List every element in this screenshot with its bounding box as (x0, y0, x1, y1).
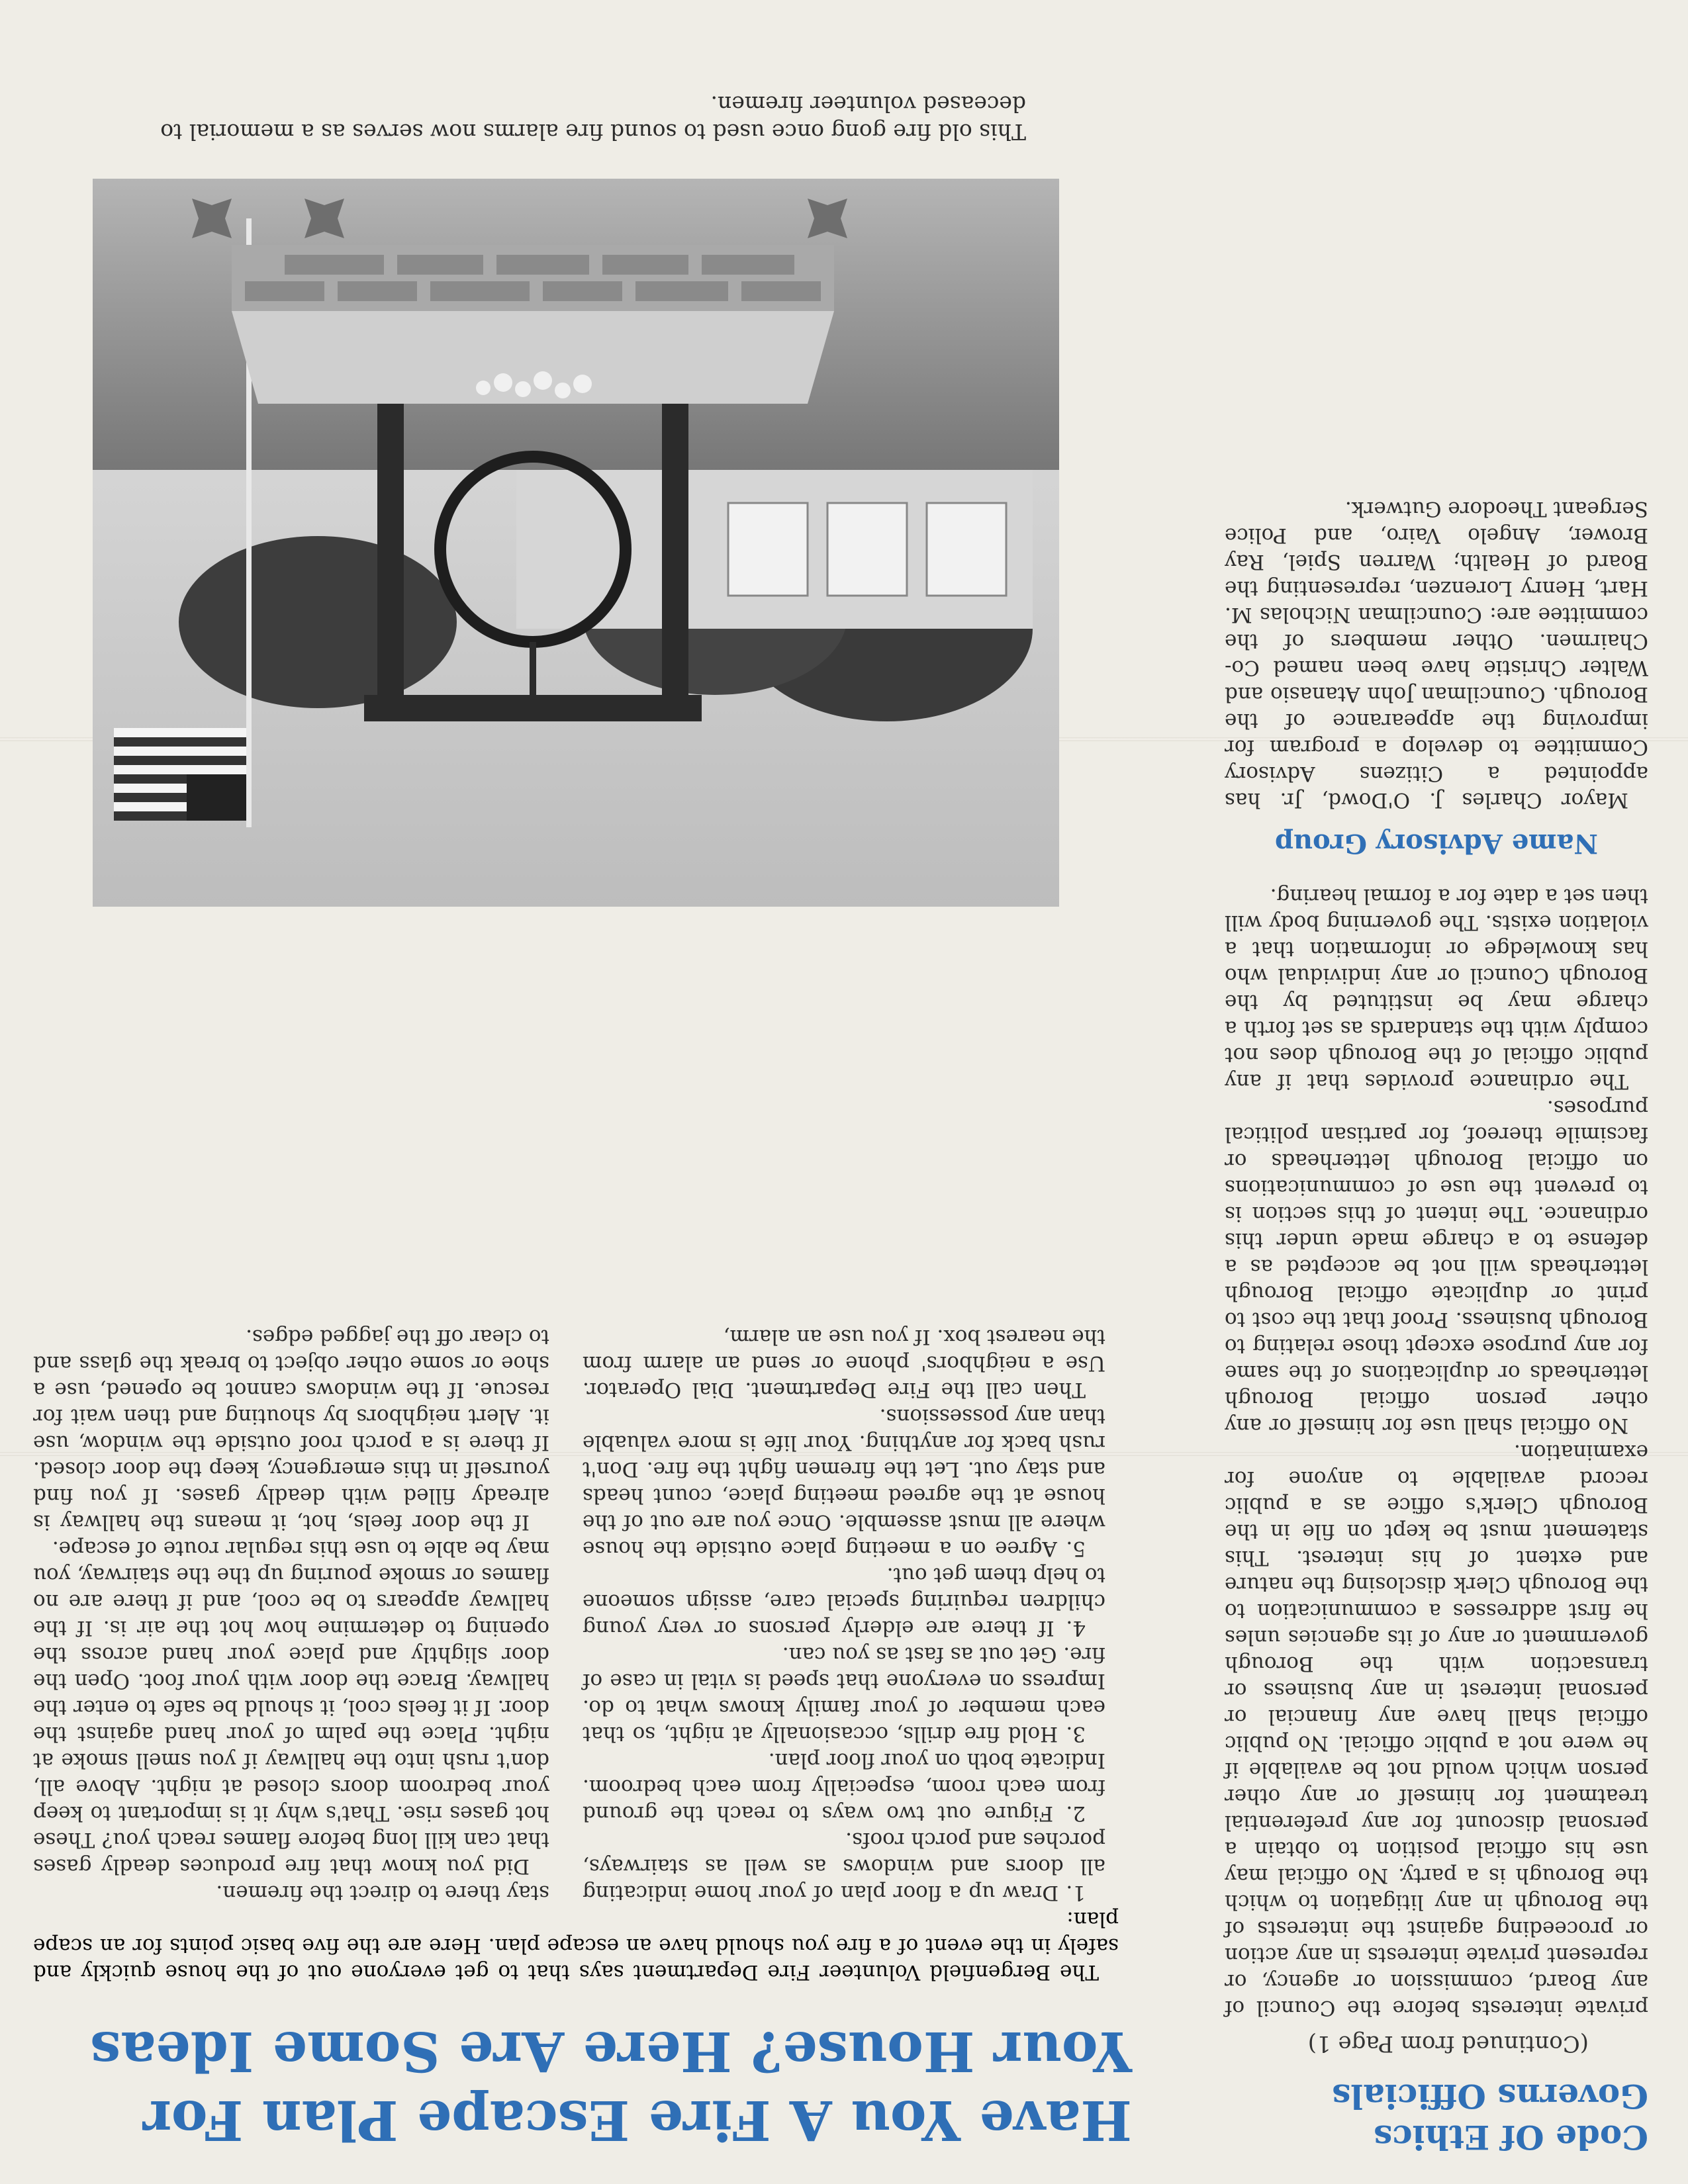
code-of-ethics-column (1225, 496, 1648, 2158)
advice-paragraph: Did you know that fire produces deadly gases that can kill long before flames reach you? These hot gases rise. That's why it is important to keep your bedroom doors closed at night. Above all, don't rush into the hallway if you smell smoke at night. Place the palm of your hand against the door. If it feels cool, it should be safe to enter the hallway. Brace the door with your foot. Open the door slightly and place your hand across the opening to determine how hot the air is. If the hallway appears to be cool, and if there are no flames or smoke pouring up the the stairway, you may be able to use this regular route of escape. (33, 1537, 549, 1878)
continued-note: (Continued from Page 1) (1307, 2030, 1589, 2057)
ethics-paragraph: No official shall use for himself or any other person official Borough letterheads or duplications of the same for any purpose except those relating to Borough business. Proof that the cost to print or duplicate official Borough letterheads will not be accepted as a defense to a charge made under this ordinance. The intent of this section is to prevent the use of communications on official Borough letterheads or facsimile thereof, for partisan political purposes. (1225, 1096, 1648, 1437)
advisory-group-headline: Name Advisory Group (1274, 828, 1599, 859)
escape-point: 5. Agree on a meeting place outside the house where all must assemble. Once you are out of the house at the agreed meeting place, count heads and stay out. Let the firemen fight the fire. Don't rush back for anything. Your life is more valuable than any possessions. (583, 1404, 1105, 1561)
ethics-paragraph: The ordinance provides that if any public official of the Borough does not comply with the standards as set forth a charge may be instituted by the Borough Council or any individual who has knowledge or information that a violation exists. The governing body will then set a date for a formal hearing. (1225, 884, 1648, 1093)
code-of-ethics-headline: Code Of Ethics Governs Officials (1332, 2077, 1648, 2157)
photo-caption: This old fire gong once used to sound fire alarms now serves as a memorial to deceased volunteer firemen. (160, 91, 1026, 145)
advisory-paragraph: Mayor Charles J. O'Dowd, Jr. has appointed a Citizens Advisory Committee to develop a program for improving the appearance of the Borough. Councilman John Atanasio and Walter Christie have been named Co-Chairmen. Other members of the committee are: Councilman Nicholas M. Hart, Henry Lorenzen, representing the Board of Health; Warren Spiel, Ray Brower, Angelo Vairo, and Police Sergeant Theodore Gutwerk. (1225, 497, 1648, 812)
advice-paragraph: stay there to direct the firemen. (216, 1881, 549, 1905)
escape-point: Then call the Fire Department. Dial Operator. Use a neighbors' phone or send an alarm from the nearest box. If you use an alarm, (583, 1325, 1105, 1402)
escape-point: 1. Draw up a floor plan of your home indicating all doors and windows as well as stairways, porches and porch roofs. (583, 1828, 1105, 1905)
escape-advice-column (33, 1324, 549, 1906)
fire-escape-intro (33, 1906, 1119, 1985)
escape-point: 2. Figure out two ways to reach the ground from each room, especially from each bedroom. Indicate both on your floor plan. (583, 1749, 1105, 1825)
fire-gong-memorial-photo (93, 179, 1059, 907)
escape-point: 4. If there are elderly persons or very young children requiring special care, assign someone to help them get out. (583, 1563, 1105, 1640)
intro-paragraph: The Bergenfield Volunteer Fire Department says that to get everyone out of the house quickly and safely in the event of a fire you should have an escape plan. Here are the five basic points for an scape plan: (33, 1907, 1119, 1984)
ethics-paragraph: private interests before the Council of any Board, commission or agency, or represent private interests in any action or proceeding against the interests of the Borough in any litigation to which the Borough is a party. No official may use his official position to obtain a personal discount for any preferential treatment for himself or any other person which would not be available if he were not a public official. No public official shall have any financial or personal interest in any business or transaction with the Borough government or any of its agencies unles he first addresses a communication to the Borough Clerk disclosing the nature and extent of his interest. This statement must be kept on file in the Borough Clerk's office as a public record available to anyone for examination. (1225, 1440, 1648, 2020)
escape-points-column (583, 1324, 1105, 1906)
fire-escape-headline: Have You A Fire Escape Plan For Your House? Here Are Some Ideas (90, 2019, 1132, 2152)
escape-point: 3. Hold fire drills, occasionally at night, so that each member of your family knows what to do. Impress on everyone that speed is vital in case of fire. Get out as fast as you can. (583, 1643, 1105, 1746)
advice-paragraph: If the door feels, hot, it means the hallway is already filled with deadly gases. If you find yourself in this emergency, keep the door closed. If there is a porch roof outside the window, use it. Alert neighbors by shouting and then wait for rescue. If the windows cannot be opened, use a shoe or some other object to break the glass and to clear off the jagged edges. (33, 1325, 549, 1534)
